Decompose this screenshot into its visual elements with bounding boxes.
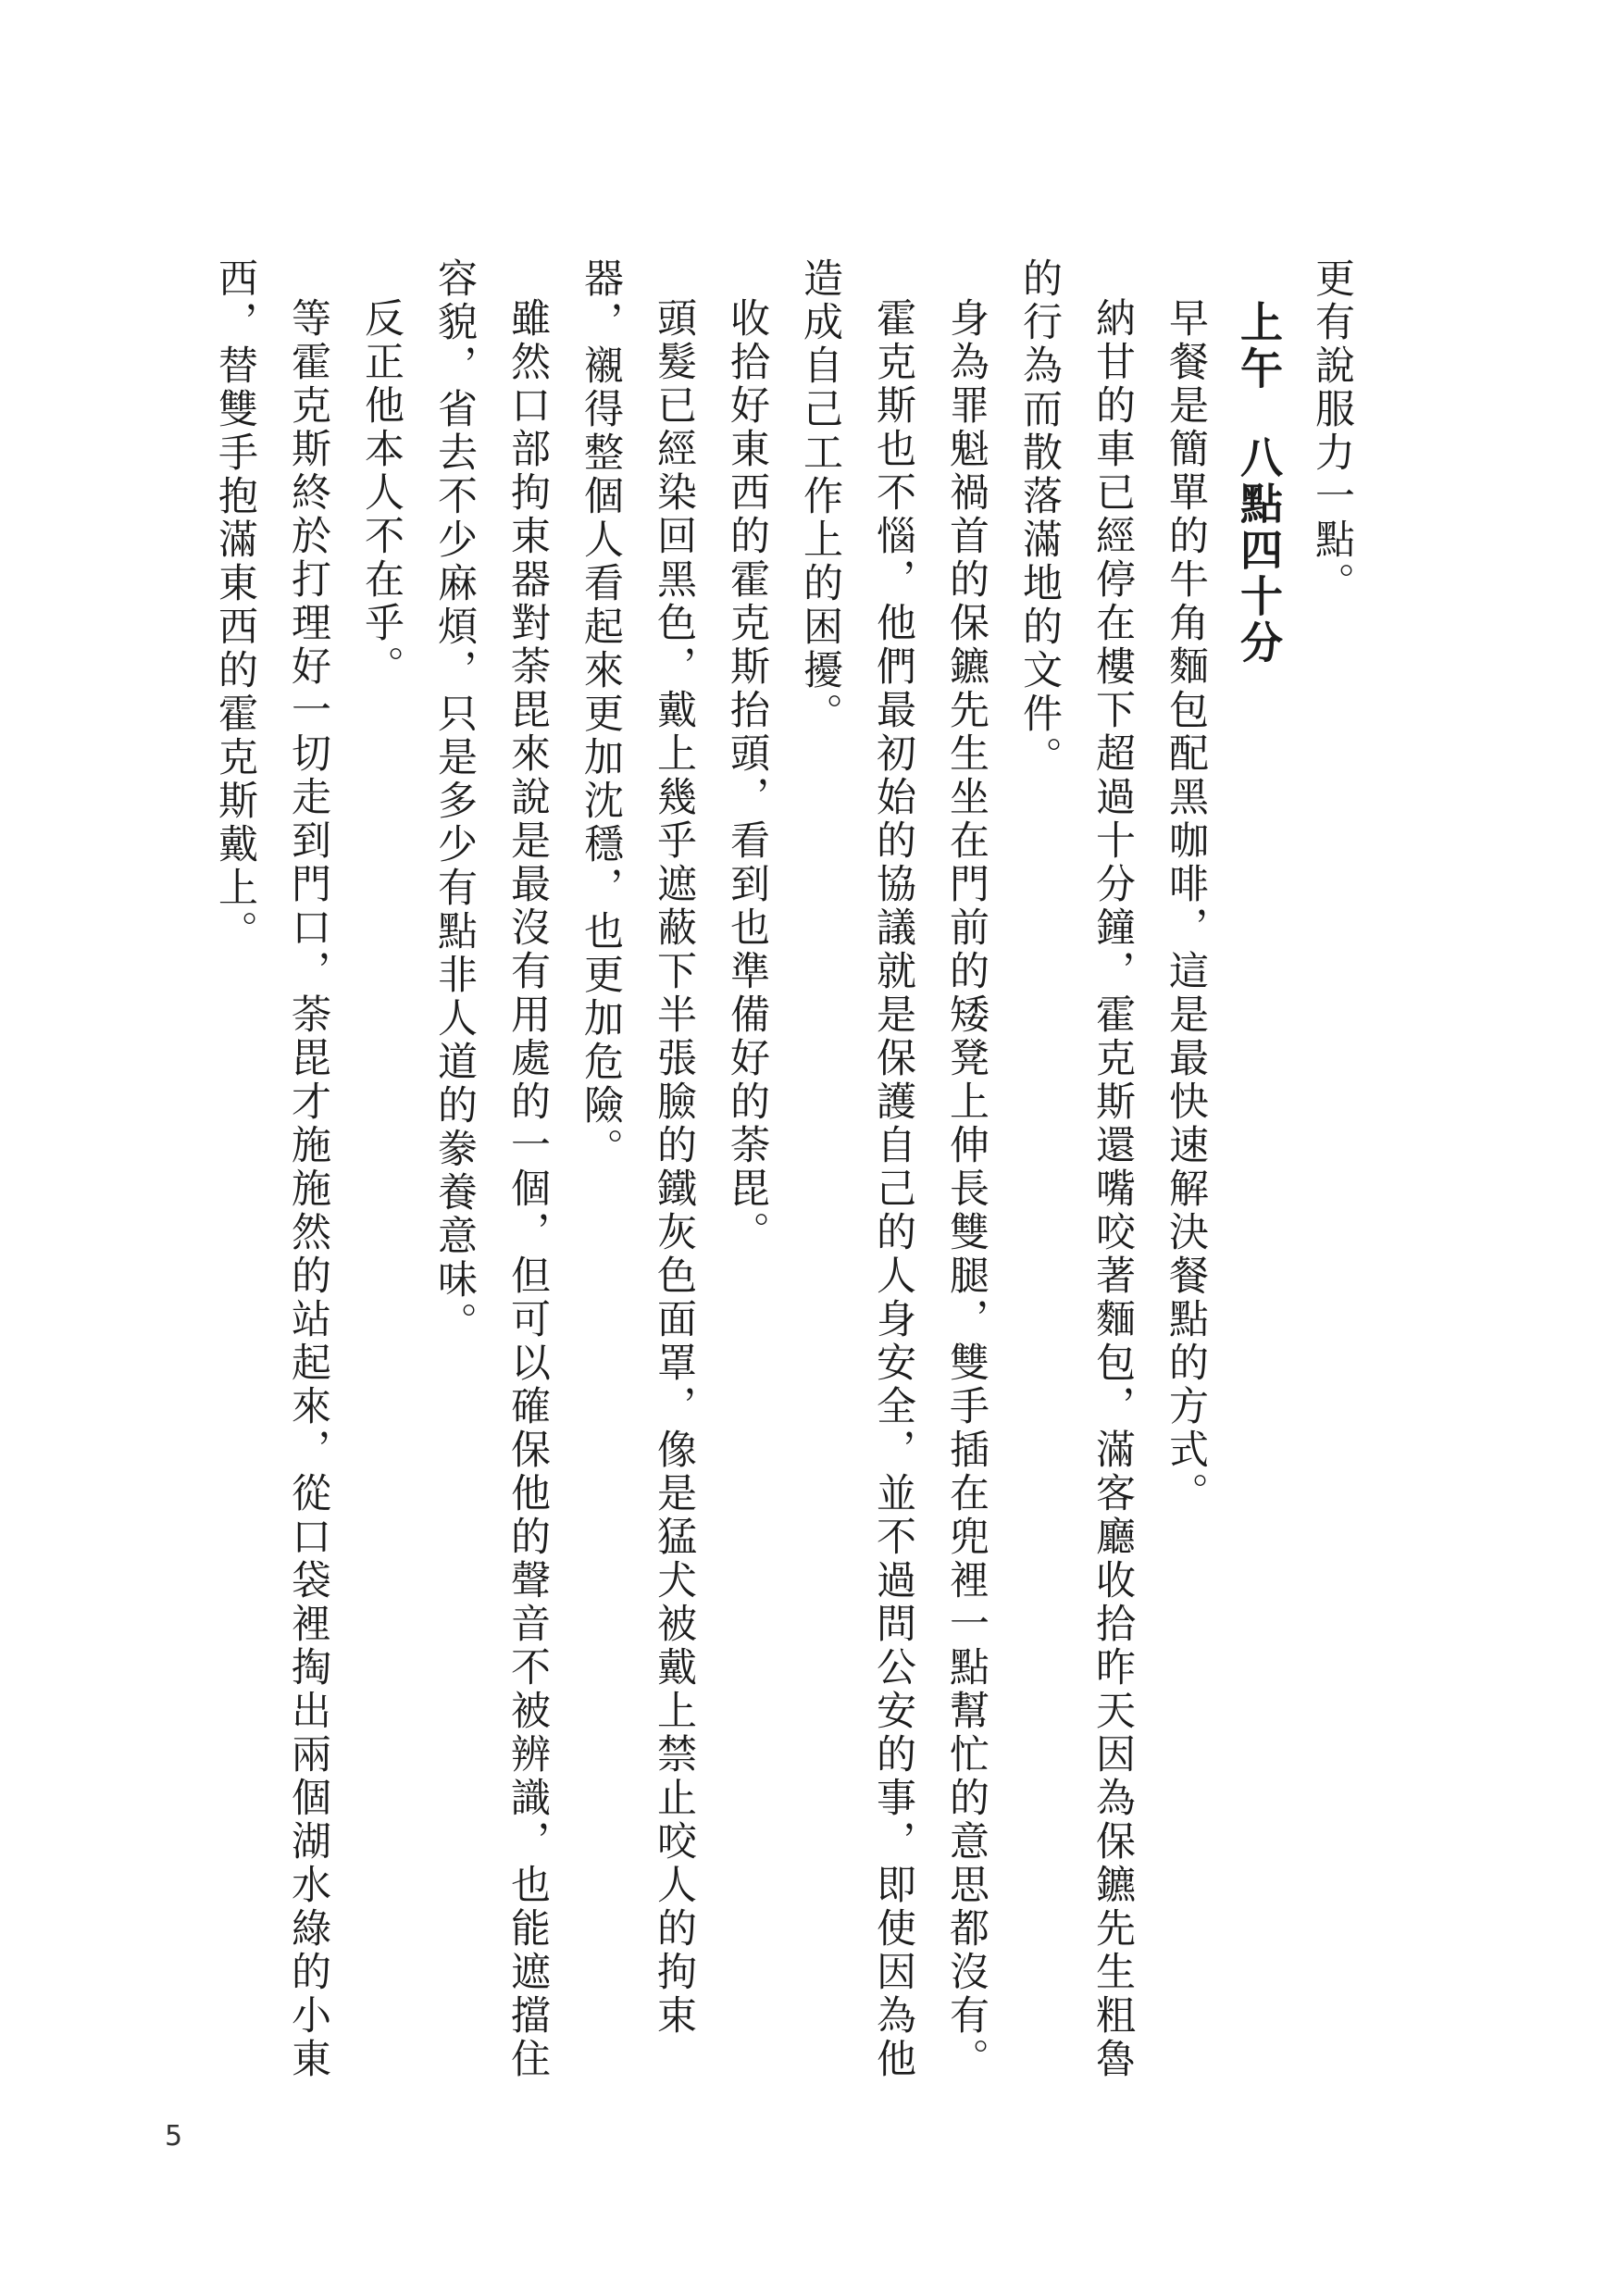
paragraph: 雖然口部拘束器對荼毘來說是最沒有用處的一個，但可以確保他的聲音不被辨識，也能遮擋住容貌，省去不少麻煩，只是多少有點非人道的豢養意味。 [431,257,551,2081]
paragraph: 收拾好東西的霍克斯抬頭，看到也準備好的荼毘。 [724,297,770,1254]
paragraph: 等霍克斯終於打理好一切走到門口，荼毘才施施然的站起來，從口袋裡掏出兩個湖水綠的小東西，替雙手抱滿東西的霍克斯戴上。 [212,257,331,2081]
section-heading [1222,257,1295,2090]
paragraph: 早餐是簡單的牛角麵包配黑咖啡，這是最快速解決餐點的方式。 [1163,297,1209,1516]
heading-clock-time: 八點四十分 [1234,435,1284,667]
paragraph: 身為罪魁禍首的保鑣先生坐在門前的矮凳上伸長雙腿，雙手插在兜裡一點幫忙的意思都沒有。 [943,297,989,2081]
paragraph-continuation: 更有說服力一點。 [1309,257,1355,605]
paragraph: 反正他本人不在乎。 [358,297,404,689]
paragraph: 納甘的車已經停在樓下超過十分鐘，霍克斯還嘴咬著麵包，滿客廳收拾昨天因為保鑣先生粗魯的行為而散落滿地的文件。 [1016,257,1136,2081]
paragraph: 霍克斯也不惱，他們最初始的協議就是保護自己的人身安全，並不過問公安的事，即使因為他造成自己工作上的困擾。 [797,257,916,2081]
body-text [198,257,1368,2090]
heading-time-of-day: 上午 [1234,300,1284,393]
paragraph: 頭髮已經染回黑色，戴上幾乎遮蔽下半張臉的鐵灰色面罩，像是猛犬被戴上禁止咬人的拘束器，襯得整個人看起來更加沈穩，也更加危險。 [578,257,697,2038]
page-number: 5 [165,2120,183,2152]
